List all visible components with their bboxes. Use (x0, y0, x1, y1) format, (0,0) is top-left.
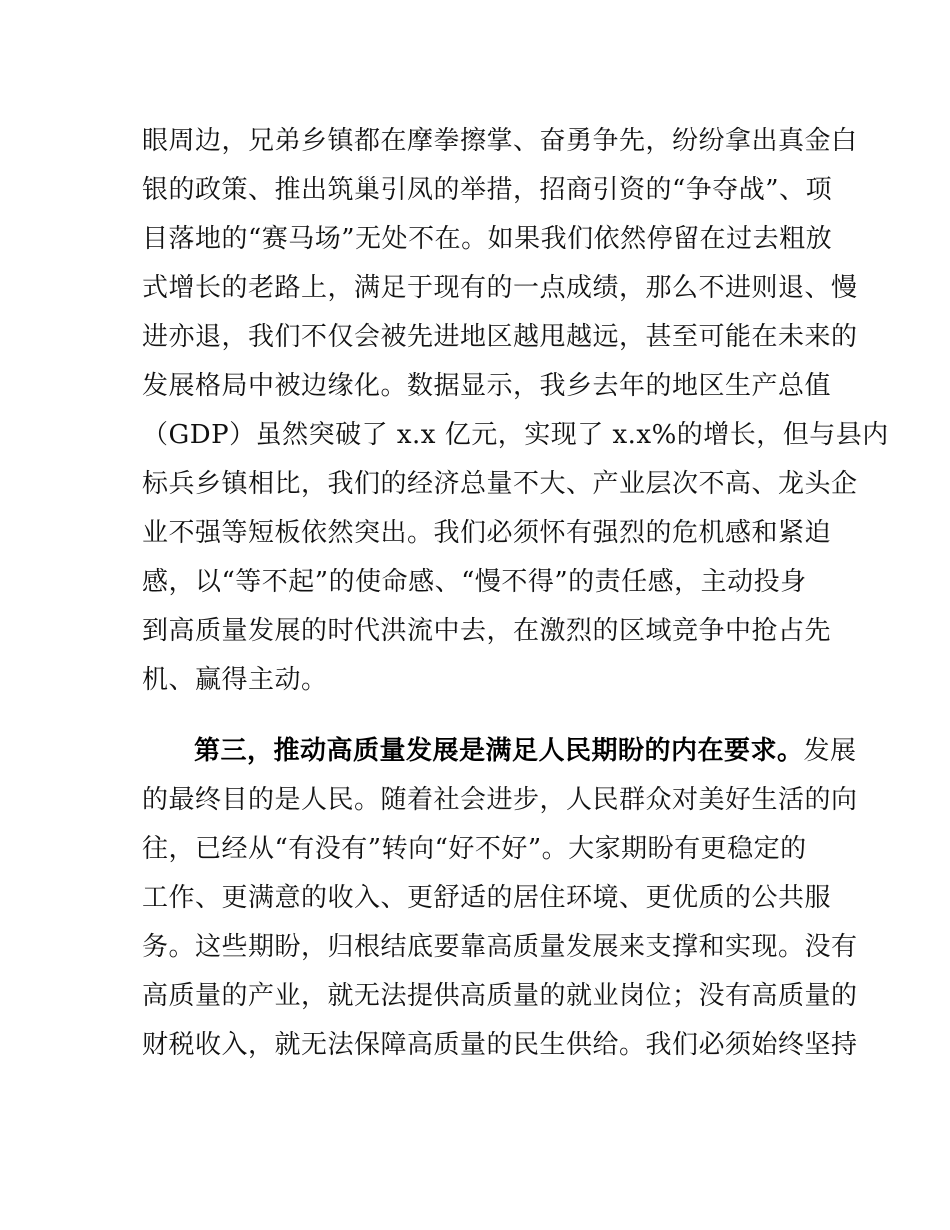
text-line: 业不强等短板依然突出。我们必须怀有强烈的危机感和紧迫 (142, 518, 832, 548)
paragraph-first-line (142, 727, 857, 776)
text-line: 发展格局中被边缘化。数据显示，我乡去年的地区生产总值 (142, 371, 832, 401)
text-line: （GDP）虽然突破了 x.x 亿元，实现了 x.x%的增长，但与县内 (142, 420, 889, 450)
text-line: 机、赢得主动。 (142, 665, 328, 695)
paragraph-people-expectations (142, 727, 858, 1070)
text-line: 往，已经从“有没有”转向“好不好”。大家期盼有更稳定的 (142, 834, 807, 864)
text-line: 式增长的老路上，满足于现有的一点成绩，那么不进则退、慢 (142, 273, 858, 303)
text-line: 目落地的“赛马场”无处不在。如果我们依然停留在过去粗放 (142, 224, 833, 254)
first-line-rest: 发展 (803, 736, 857, 766)
text-line: 感，以“等不起”的使命感、“慢不得”的责任感，主动投身 (142, 567, 807, 597)
text-line: 到高质量发展的时代洪流中去，在激烈的区域竞争中抢占先 (142, 616, 832, 646)
section-lead-heading: 第三，推动高质量发展是满足人民期盼的内在要求。 (194, 736, 804, 766)
text-line: 眼周边，兄弟乡镇都在摩拳擦掌、奋勇争先，纷纷拿出真金白 (142, 126, 858, 156)
text-line: 财税收入，就无法保障高质量的民生供给。我们必须始终坚持 (142, 1030, 858, 1060)
paragraph-competition (142, 117, 889, 705)
text-line: 标兵乡镇相比，我们的经济总量不大、产业层次不高、龙头企 (142, 469, 858, 499)
text-line: 务。这些期盼，归根结底要靠高质量发展来支撑和实现。没有 (142, 932, 858, 962)
text-line: 银的政策、推出筑巢引凤的举措，招商引资的“争夺战”、项 (142, 175, 833, 205)
text-line: 的最终目的是人民。随着社会进步，人民群众对美好生活的向 (142, 785, 858, 815)
text-line: 工作、更满意的收入、更舒适的居住环境、更优质的公共服 (142, 883, 832, 913)
text-line: 进亦退，我们不仅会被先进地区越甩越远，甚至可能在未来的 (142, 322, 858, 352)
text-line: 高质量的产业，就无法提供高质量的就业岗位；没有高质量的 (142, 981, 858, 1011)
